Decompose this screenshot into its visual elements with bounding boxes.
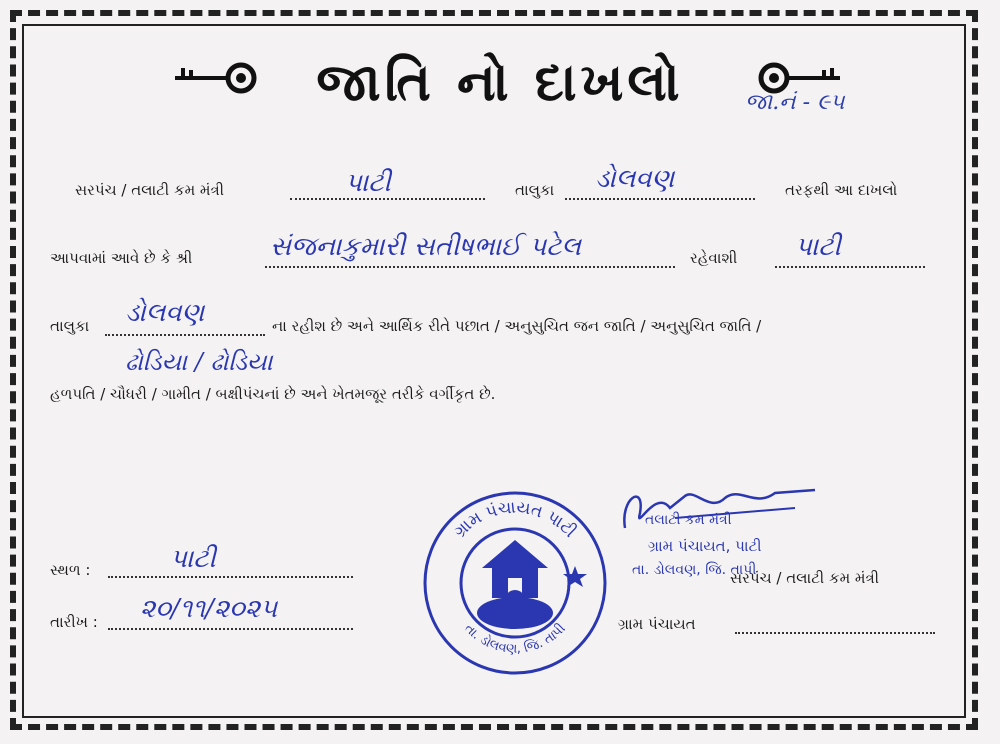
row1-taluka-blank	[565, 198, 755, 200]
row1-taluka-label: તાલુકા	[515, 181, 555, 199]
row2-name-blank	[265, 266, 675, 268]
row4-text: હળપતિ / ચૌધરી / ગામીત / બક્ષીપંચનાં છે અને ખેતમજૂર તરીકે વર્ગીકૃત છે.	[50, 385, 496, 403]
date-blank	[108, 628, 353, 630]
place-blank	[108, 576, 353, 578]
row3-prefix: તાલુકા	[50, 317, 90, 335]
seal-bottom-text: તા. ડોલવણ, જિ. તાપી	[461, 621, 569, 657]
row1-taluka-handwritten: ડોલવણ	[595, 164, 675, 194]
row1-suffix: તરફથી આ દાખલો	[785, 181, 898, 199]
seal-top-text: ગ્રામ પંચાયત પાટી	[450, 497, 580, 542]
certificate-title: જાતિ નો દાખલો	[316, 53, 684, 113]
reference-number: જા.નં - ૯૫	[745, 90, 845, 115]
place-handwritten: પાટી	[170, 544, 216, 574]
row1-prefix: સરપંચ / તલાટી કમ મંત્રી	[75, 181, 225, 199]
row2-name-handwritten: સંજનાકુમારી સતીષભાઈ પટેલ	[270, 232, 582, 262]
certificate-header	[0, 48, 1000, 118]
date-label: તારીખ :	[50, 613, 98, 631]
sig-line2: ગ્રામ પંચાયત, પાટી	[648, 537, 762, 555]
row1-village-handwritten: પાટી	[345, 168, 391, 198]
panchayat-label: ગ્રામ પંચાયત	[618, 615, 696, 633]
row3-taluka-blank	[105, 334, 265, 336]
row2-resident-blank	[775, 266, 925, 268]
panchayat-seal-icon	[420, 488, 610, 678]
row3-taluka-handwritten: ડોલવણ	[125, 298, 205, 328]
date-handwritten: ૨૦/૧૧/૨૦૨૫	[140, 594, 278, 624]
row3-text: ના રહીશ છે અને આર્થિક રીતે પછાત / અનુસુચિત જન જાતિ / અનુસુચિત જાતિ /	[272, 317, 762, 335]
row2-resident-label: રહેવાશી	[690, 249, 738, 267]
place-label: સ્થળ :	[50, 561, 91, 579]
row2-prefix: આપવામાં આવે છે કે શ્રી	[50, 249, 193, 267]
row2-resident-handwritten: પાટી	[795, 232, 841, 262]
row4-caste-handwritten: ઢોડિયા / ઢોડિયા	[125, 348, 273, 376]
sig-line3: તા. ડોલવણ, જિ. તાપી	[632, 562, 757, 578]
panchayat-blank	[735, 632, 935, 634]
sig-designation: સરપંચ / તલાટી કમ મંત્રી	[730, 569, 880, 587]
sig-line1: તલાટી કમ મંત્રી	[645, 512, 732, 528]
